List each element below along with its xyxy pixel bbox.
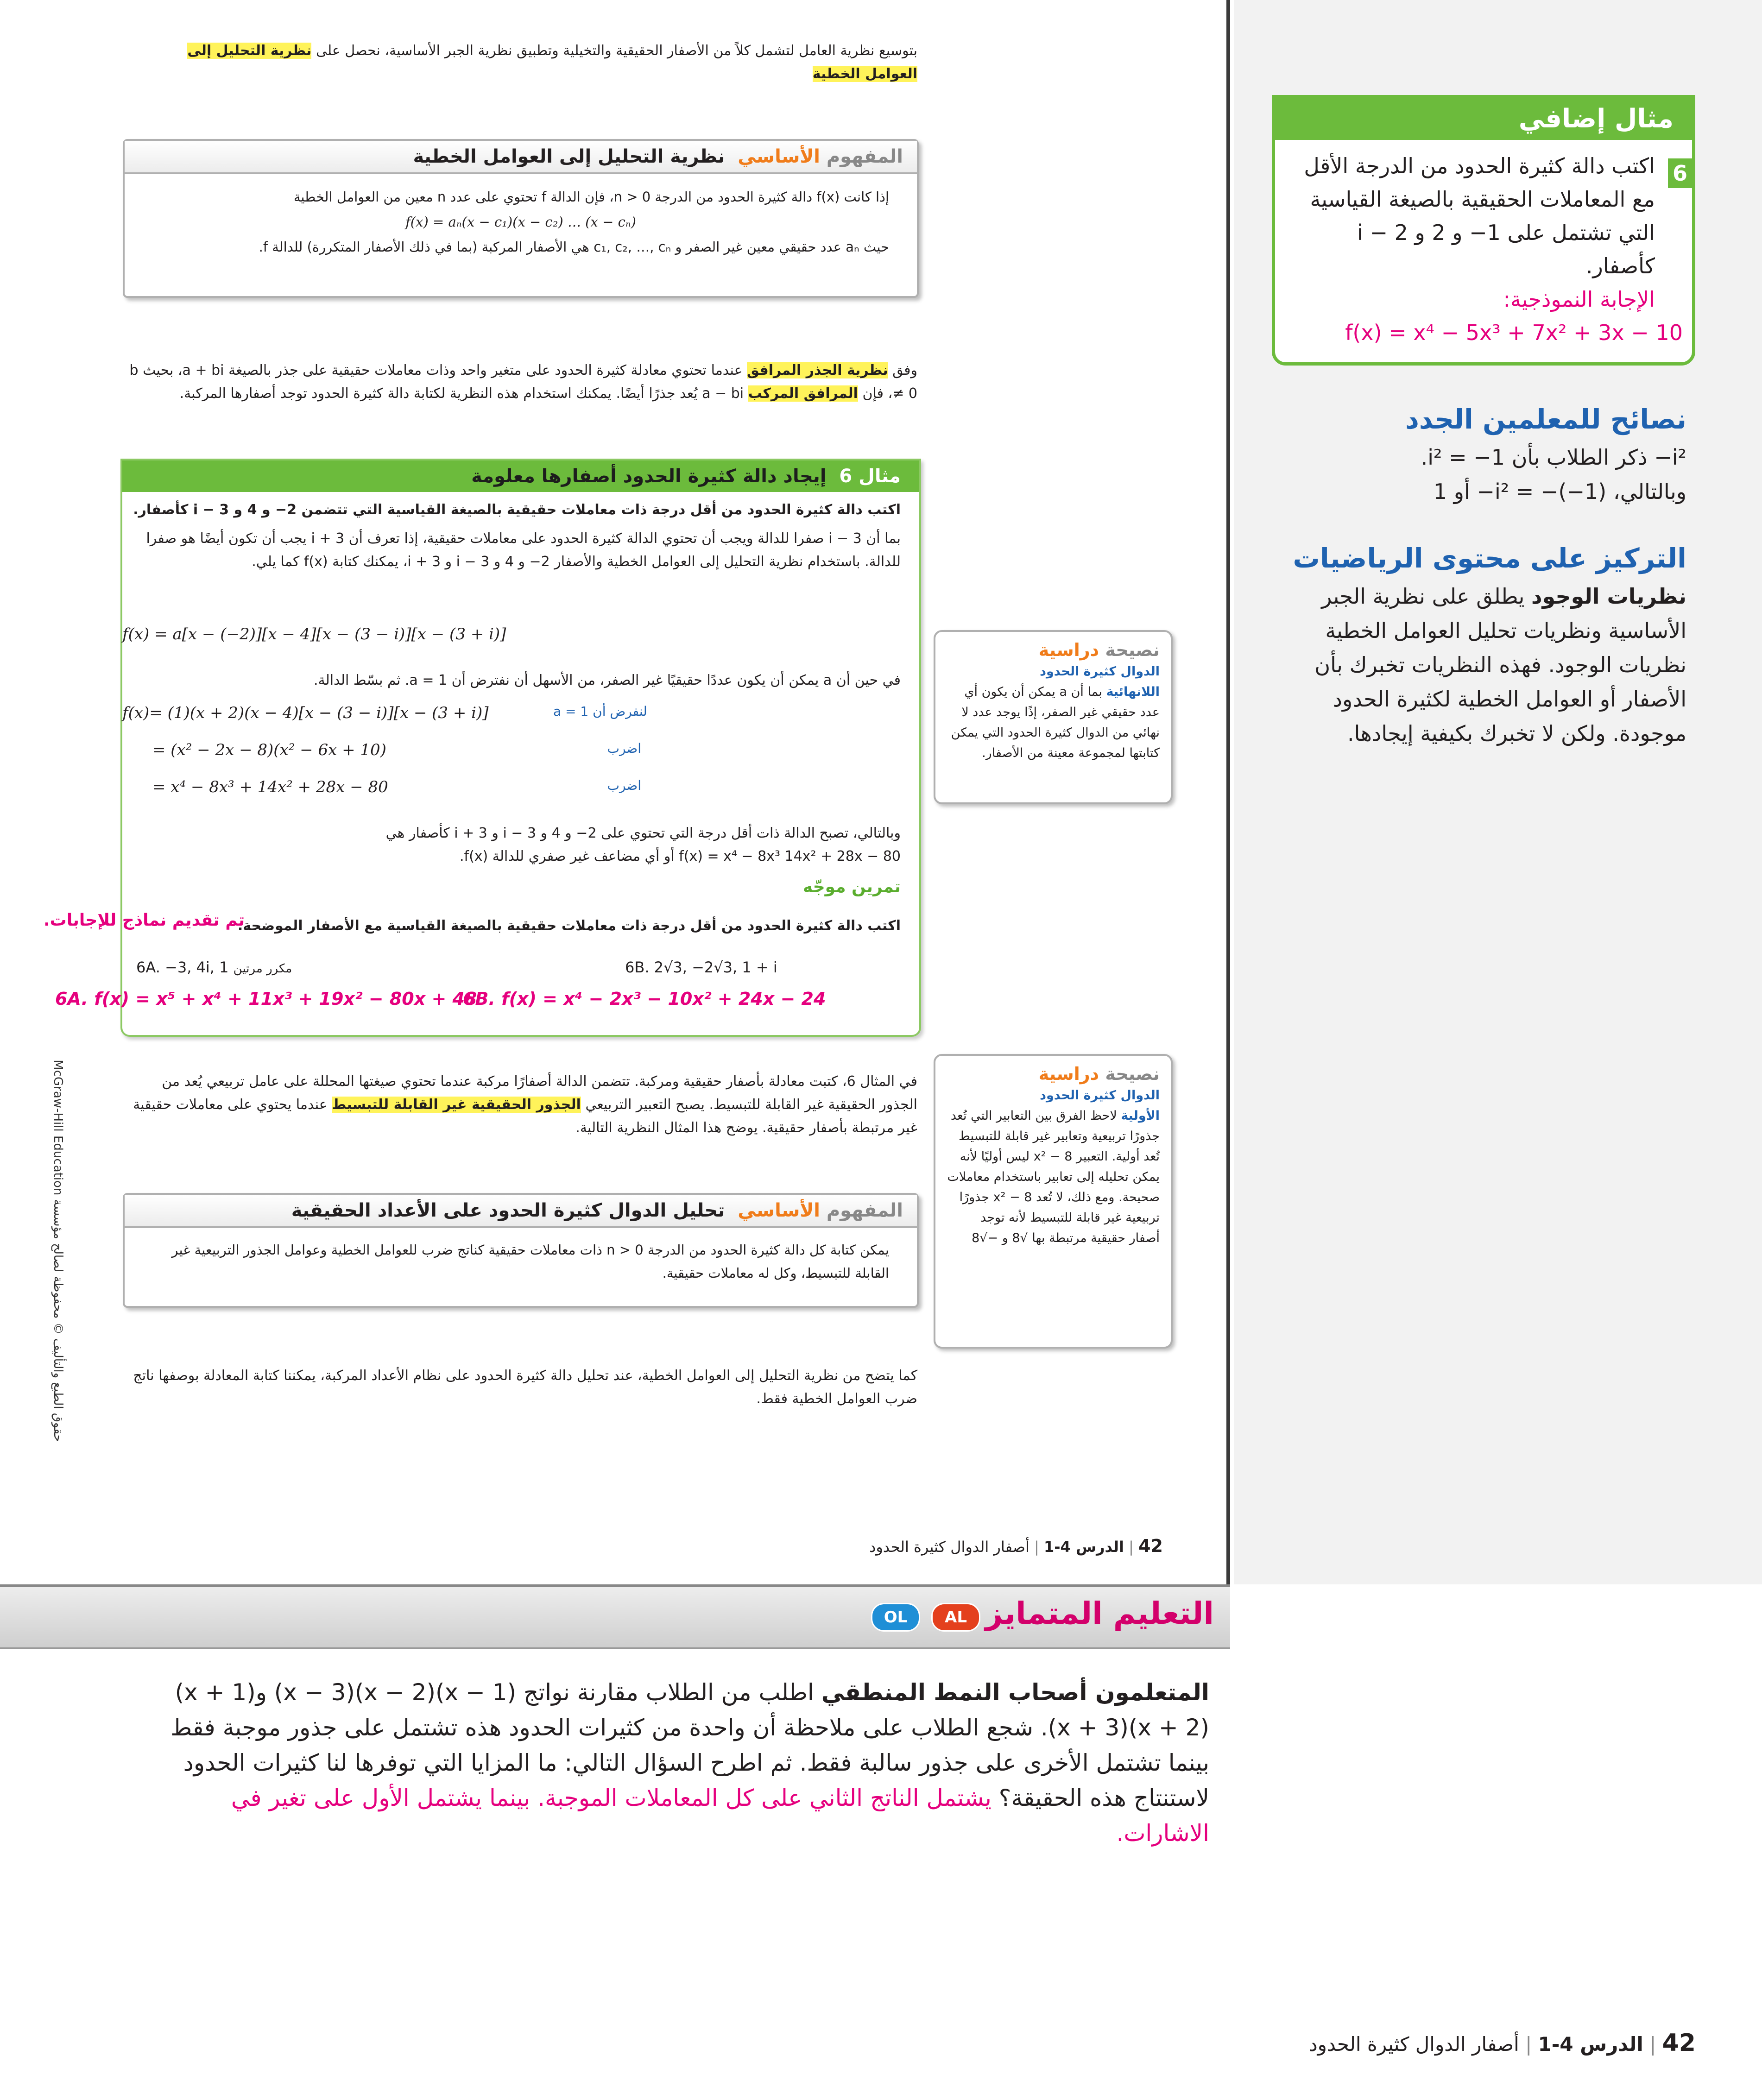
example-eq1: f(x) = a[x − (−2)][x − 4][x − (3 − i)][x − (3 + i)] xyxy=(122,625,506,643)
new-teachers-line1: i²− ذكر الطلاب بأن 1− = i². xyxy=(1421,445,1686,470)
new-teachers-title: نصائح للمعلمين الجدد xyxy=(1405,404,1686,435)
example-eq2-note: لنفرض أن a = 1 xyxy=(553,704,647,719)
key-concept-2-title: تحليل الدوال كثيرة الحدود على الأعداد الحقيقية xyxy=(291,1200,725,1221)
concept1-formula: f(x) = aₙ(x − c₁)(x − c₂) … (x − cₙ) xyxy=(405,214,636,230)
key-concept-header: المفهوم الأساسي نظرية التحليل إلى العوامل الخطية xyxy=(125,141,917,174)
answer-6A: 6A. f(x) = x⁵ + x⁴ + 11x³ + 19x² − 80x + 48 xyxy=(55,989,477,1009)
extra-example-answer: f(x) = x⁴ − 5x³ + 7x² + 3x − 10 xyxy=(1345,320,1683,345)
example-eq3-note: اضرب xyxy=(607,741,641,756)
example-para2: في حين أن a يمكن أن يكون عددًا حقيقيًا غير الصفر، من الأسهل أن نفترض أن a = 1. ثم بسّط الدالة. xyxy=(314,672,901,688)
study-tip-2-subtitle: الدوال كثيرة الحدود xyxy=(1040,1088,1160,1103)
study-tip-1-subtitle: الدوال كثيرة الحدود xyxy=(1040,664,1160,679)
guided-prompt-line: اكتب دالة كثيرة الحدود من أقل درجة ذات معاملات حقيقية بالصيغة القياسية مع الأصفار الموضحة. xyxy=(237,918,901,934)
example-prompt: اكتب دالة كثيرة الحدود من أقل درجة ذات معاملات حقيقية بالصيغة القياسية التي تتضمن 2− و 4 و i − 3 كأصفار. xyxy=(133,502,901,518)
example-eq4: = x⁴ − 8x³ + 14x² + 28x − 80 xyxy=(152,778,388,796)
example-header xyxy=(122,460,919,492)
extra-example-header: مثال إضافي xyxy=(1275,98,1692,140)
new-teachers-line2: وبالتالي، (1−)− = i²− أو 1 xyxy=(1433,479,1686,504)
focus-title: التركيز على محتوى الرياضيات xyxy=(1293,542,1686,574)
example-eq3: = (x² − 2x − 8)(x² − 6x + 10) xyxy=(152,741,386,759)
page-number-bottom: 42 xyxy=(1662,2029,1696,2057)
study-tip-2: نصيحة دراسية الدوال كثيرة الحدود الأولية لاحظ الفرق بين التعابير التي تُعد جذورًا تربيعية وتعابير غير قابلة للتبسيط تُعد أولية. التعبير x² − 8 ليس أوليًا لأنه يمكن تحليله إلى تعابير باستخدام معاملات صحيحة. ومع ذلك، لا تُعد x² − 8 جذورًا تربيعية غير قابلة للتبسيط لأنه توجد أصفار حقيقية مرتبطة بها √8 و −√8 xyxy=(934,1054,1173,1349)
paragraph-after-example: في المثال 6، كتبت معادلة بأصفار حقيقية ومركبة. تتضمن الدالة أصفارًا مركبة عندما تحتوي صيغتها المحللة على عامل تربيعي يُعد من الجذور الحقيقية غير القابلة للتبسيط. يصبح التعبير التربيعي الجذور الحقيقية غير القابلة للتبسيط عندما يحتوي على معاملات حقيقية غير مرتبطة بأصفار حقيقية. يوضح هذا المثال النظرية التالية. xyxy=(133,1073,917,1136)
exercise-6A[interactable]: 6A. −3, 4i, 1 مكرر مرتين xyxy=(136,959,292,976)
example-title: إيجاد دالة كثيرة الحدود أصفارها معلومة xyxy=(471,466,827,487)
guided-practice-label: تمرين موجّه xyxy=(802,877,901,896)
intro-highlight: نظرية التحليل إلى العوامل الخطية xyxy=(187,43,917,82)
intro-paragraph: بتوسيع نظرية العامل لتشمل كلاً من الأصفار الحقيقية والتخيلية وتطبيق نظرية الجبر الأساسية، نحصل على نظرية التحليل إلى العوامل الخطية xyxy=(187,43,917,82)
badge-ol: OL xyxy=(871,1603,920,1632)
extra-example-number: 6 xyxy=(1668,158,1692,188)
example-badge: مثال 6 xyxy=(839,466,901,487)
example-para1: بما أن i − 3 صفرا للدالة ويجب أن تحتوي الدالة كثيرة الحدود على معاملات حقيقية، إذا تعرف أن i + 3 يجب أن تكون أيضًا هو صفرا للدالة. باستخدام نظرية التحليل إلى العوامل الخطية والأصفار 2− و 4 و i − 3 و i + 3، يمكنك كتابة f(x) كما يلي. xyxy=(146,530,901,570)
key-concept-title: نظرية التحليل إلى العوامل الخطية xyxy=(413,146,725,167)
extra-example-text: اكتب دالة كثيرة الحدود من الدرجة الأقل مع المعاملات الحقيقية بالصيغة القياسية التي تشتمل على 1− و 2 و i − 2 كأصفار. xyxy=(1304,153,1655,278)
page-footer-top: 42 | الدرس 4-1 | أصفار الدوال كثيرة الحدود xyxy=(869,1536,1163,1556)
guided-answers-note: تم تقديم نماذج للإجابات. xyxy=(44,911,245,930)
exercise-6B[interactable]: 6B. 2√3, −2√3, 1 + i xyxy=(625,959,777,976)
badge-al: AL xyxy=(931,1603,980,1632)
concept2-text: يمكن كتابة كل دالة كثيرة الحدود من الدرجة n > 0 ذات معاملات حقيقية كناتج ضرب للعوامل الخطية وعوامل الجذور التربيعية غير القابلة للتبسيط، وكل له معاملات حقيقية. xyxy=(171,1242,889,1281)
last-paragraph: كما يتضح من نظرية التحليل إلى العوامل الخطية، عند تحليل دالة كثيرة الحدود على نظام الأعداد المركبة، يمكننا كتابة المعادلة بوصفها ناتج ضرب العوامل الخطية فقط. xyxy=(133,1368,917,1407)
new-teachers-section xyxy=(1269,398,1686,509)
focus-section: التركيز على محتوى الرياضيات نظريات الوجود يطلق على نظرية الجبر الأساسية ونظريات تحليل العوامل الخطية نظريات الوجود. فهذه النظريات تخبرك بأن الأصفار أو العوامل الخطية لكثيرة الحدود موجودة. ولكن لا تخبرك بكيفية إيجادها. xyxy=(1269,537,1686,750)
extra-example-answer-label: الإجابة النموذجية: xyxy=(1503,287,1655,312)
key-concept-2-header: المفهوم الأساسي تحليل الدوال كثيرة الحدود على الأعداد الحقيقية xyxy=(125,1195,917,1228)
example-6-box xyxy=(44,459,921,1037)
answer-6B: 6B. f(x) = x⁴ − 2x³ − 10x² + 24x − 24 xyxy=(463,989,826,1009)
differentiated-answer: يشتمل الناتج الثاني على كل المعاملات الموجبة. بينما يشتمل الأول على تغير في الاشارات. xyxy=(231,1785,1209,1847)
concept1-line3: حيث aₙ عدد حقيقي معين غير الصفر و c₁, c₂, …, cₙ هي الأصفار المركبة (بما في ذلك الأصفار المتكررة) للدالة f. xyxy=(259,239,889,255)
page-footer-bottom: 42 | الدرس 4-1 | أصفار الدوال كثيرة الحدود xyxy=(1308,2029,1696,2057)
study-tip-1: نصيحة دراسية الدوال كثيرة الحدود اللانهائية بما أن a يمكن أن يكون أي عدد حقيقي غير الصفر، إذًا يوجد عدد لا نهائي من الدوال كثيرة الحدود التي يمكن كتابتها لمجموعة معينة من الأصفار. xyxy=(934,630,1173,804)
copyright-credit: حقوق الطبع والتأليف © محفوظة لصالح مؤسسة McGraw-Hill Education xyxy=(51,1059,65,1442)
extra-example-box xyxy=(1272,95,1695,366)
key-concept-box-2 xyxy=(123,1193,919,1308)
example-eq4-note: اضرب xyxy=(607,778,641,793)
differentiated-paragraph: المتعلمون أصحاب النمط المنطقي اطلب من الطلاب مقارنة نواتج (x − 1)(x − 2)(x − 3) و(x + 1)(x + 2)(x + 3). شجع الطلاب على ملاحظة أن واحدة من كثيرات الحدود هذه تشتمل على جذور موجبة فقط بينما تشتمل الأخرى على جذور سالبة فقط. ثم اطرح السؤال التالي: ما المزايا التي توفرها لنا كثيرات الحدود لاستنتاج هذه الحقيقة؟ يشتمل الناتج الثاني على كل المعاملات الموجبة. بينما يشتمل الأول على تغير في الاشارات. xyxy=(171,1679,1209,1847)
differentiated-title: التعليم المتمايز xyxy=(985,1595,1214,1631)
example-eq2: f(x)= (1)(x + 2)(x − 4)[x − (3 − i)][x − (3 + i)] xyxy=(122,704,489,722)
example-para3: وبالتالي، تصبح الدالة ذات أقل درجة التي تحتوي على 2− و 4 و i − 3 و i + 3 كأصفار هي f(x) = x⁴ − 8x³ 14x² + 28x − 80 أو أي مضاعف غير صفري للدالة f(x). xyxy=(385,825,901,864)
key-concept-box-1 xyxy=(123,139,919,298)
conjugate-paragraph: وفق نظرية الجذر المرافق عندما تحتوي معادلة كثيرة الحدود على متغير واحد وذات معاملات حقيقية على جذر بالصيغة a + bi، بحيث b ≠ 0، فإن المرافق المركب a − bi يُعد جذرًا أيضًا. يمكنك استخدام هذه النظرية لكتابة دالة كثيرة الحدود توجد أصفارها المركبة. xyxy=(129,362,917,402)
concept1-line1: إذا كانت f(x) دالة كثيرة الحدود من الدرجة n > 0، فإن الدالة f تحتوي على عدد n معين من العوامل الخطية xyxy=(293,189,889,205)
page-number-top: 42 xyxy=(1138,1536,1163,1556)
